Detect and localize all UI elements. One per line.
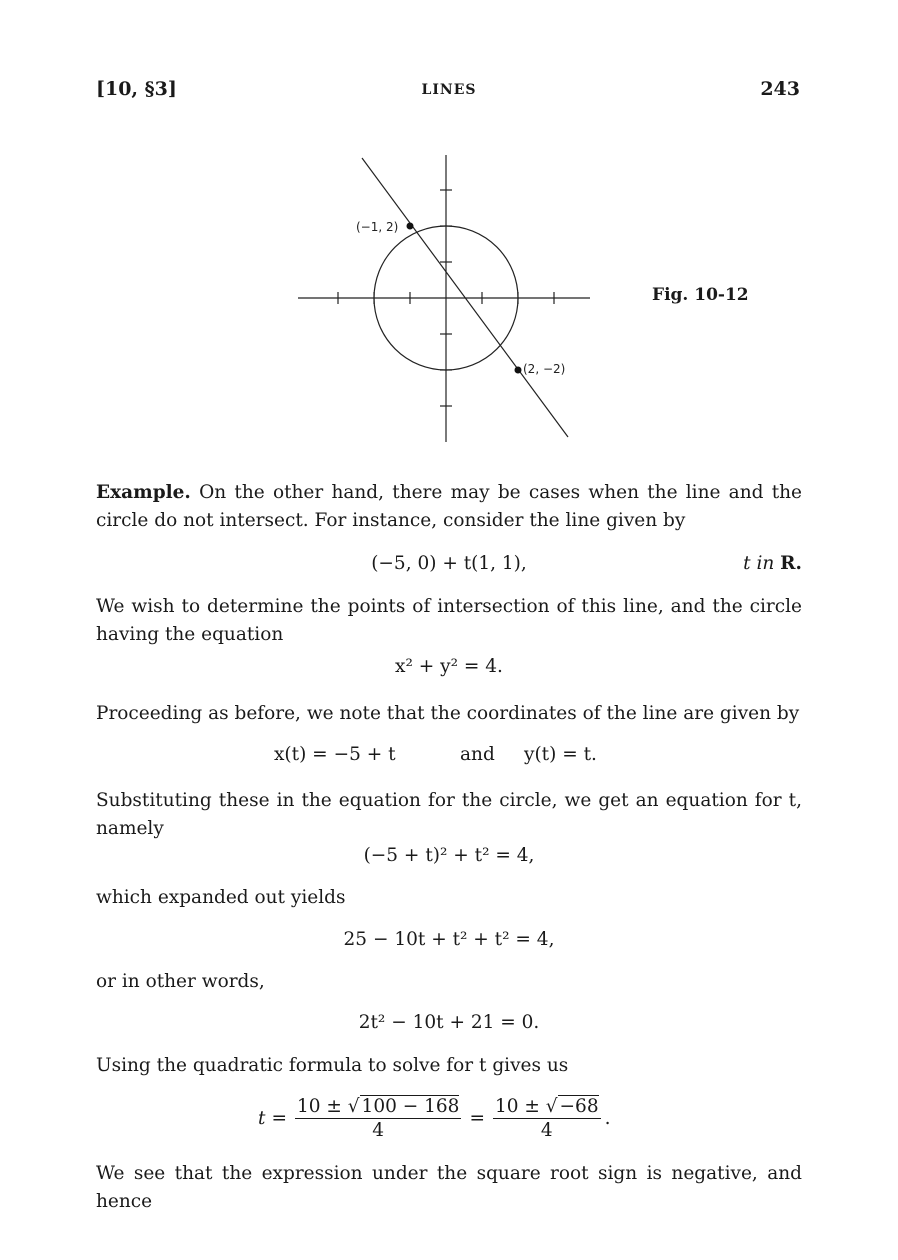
equals-2: = <box>469 1108 485 1129</box>
equation-1: (−5 + t)² + t² = 4, <box>363 845 535 866</box>
coord-y: y(t) = t. <box>524 744 597 765</box>
solution-variable: t <box>258 1108 266 1129</box>
running-head-title: LINES <box>421 82 477 98</box>
point-b-dot <box>515 367 522 374</box>
quadratic-text: Using the quadratic formula to solve for t gives us <box>96 1055 569 1076</box>
period: . <box>604 1108 611 1129</box>
figure-caption: Fig. 10-12 <box>652 285 749 305</box>
line-domain-r: R. <box>780 553 802 574</box>
figure-circle-line <box>290 150 600 450</box>
wish-paragraph: We wish to determine the points of intersection of this line, and the circle having the equation <box>96 596 802 645</box>
page-number: 243 <box>760 78 800 100</box>
circle-equation: x² + y² = 4. <box>395 656 503 677</box>
line-domain-t: t in <box>743 553 775 574</box>
line-domain <box>743 553 802 574</box>
coord-and: and <box>460 744 495 765</box>
equation-2: 25 − 10t + t² + t² = 4, <box>343 929 555 950</box>
fraction-1-numerator: 10 ± √ 100 − 168 <box>296 1096 460 1117</box>
running-head-section: [10, §3] <box>96 78 177 100</box>
line-eq-text: (−5, 0) + t(1, 1), <box>371 553 527 574</box>
other-words-text: or in other words, <box>96 971 265 992</box>
example-intro: On the other hand, there may be cases when the line and the circle do not intersect. For instance, consider the line given by <box>96 482 802 531</box>
example-paragraph <box>96 479 802 535</box>
substituting-paragraph: Substituting these in the equation for the circle, we get an equation for t, namely <box>96 790 802 839</box>
coord-x: x(t) = −5 + t <box>274 744 396 765</box>
conclusion-text: We see that the expression under the square root sign is negative, and hence <box>96 1163 802 1212</box>
equation-3: 2t² − 10t + 21 = 0. <box>358 1012 540 1033</box>
figure-diagram <box>290 150 600 450</box>
fraction-2-denominator: 4 <box>540 1120 553 1141</box>
fraction-2-numerator: 10 ± √ −68 <box>494 1096 599 1117</box>
fraction-1-denominator: 4 <box>372 1120 385 1141</box>
fraction-1 <box>295 1096 461 1141</box>
fraction-2 <box>493 1096 601 1141</box>
quadratic-solution <box>258 1096 610 1141</box>
example-title: Example. <box>96 482 191 503</box>
proceeding-paragraph: Proceeding as before, we note that the coordinates of the line are given by <box>96 703 800 724</box>
point-b-label: (2, −2) <box>523 362 566 376</box>
expanded-text: which expanded out yields <box>96 887 346 908</box>
point-a-label: (−1, 2) <box>356 220 399 234</box>
equals-1: = <box>271 1108 287 1129</box>
point-a-dot <box>407 223 414 230</box>
